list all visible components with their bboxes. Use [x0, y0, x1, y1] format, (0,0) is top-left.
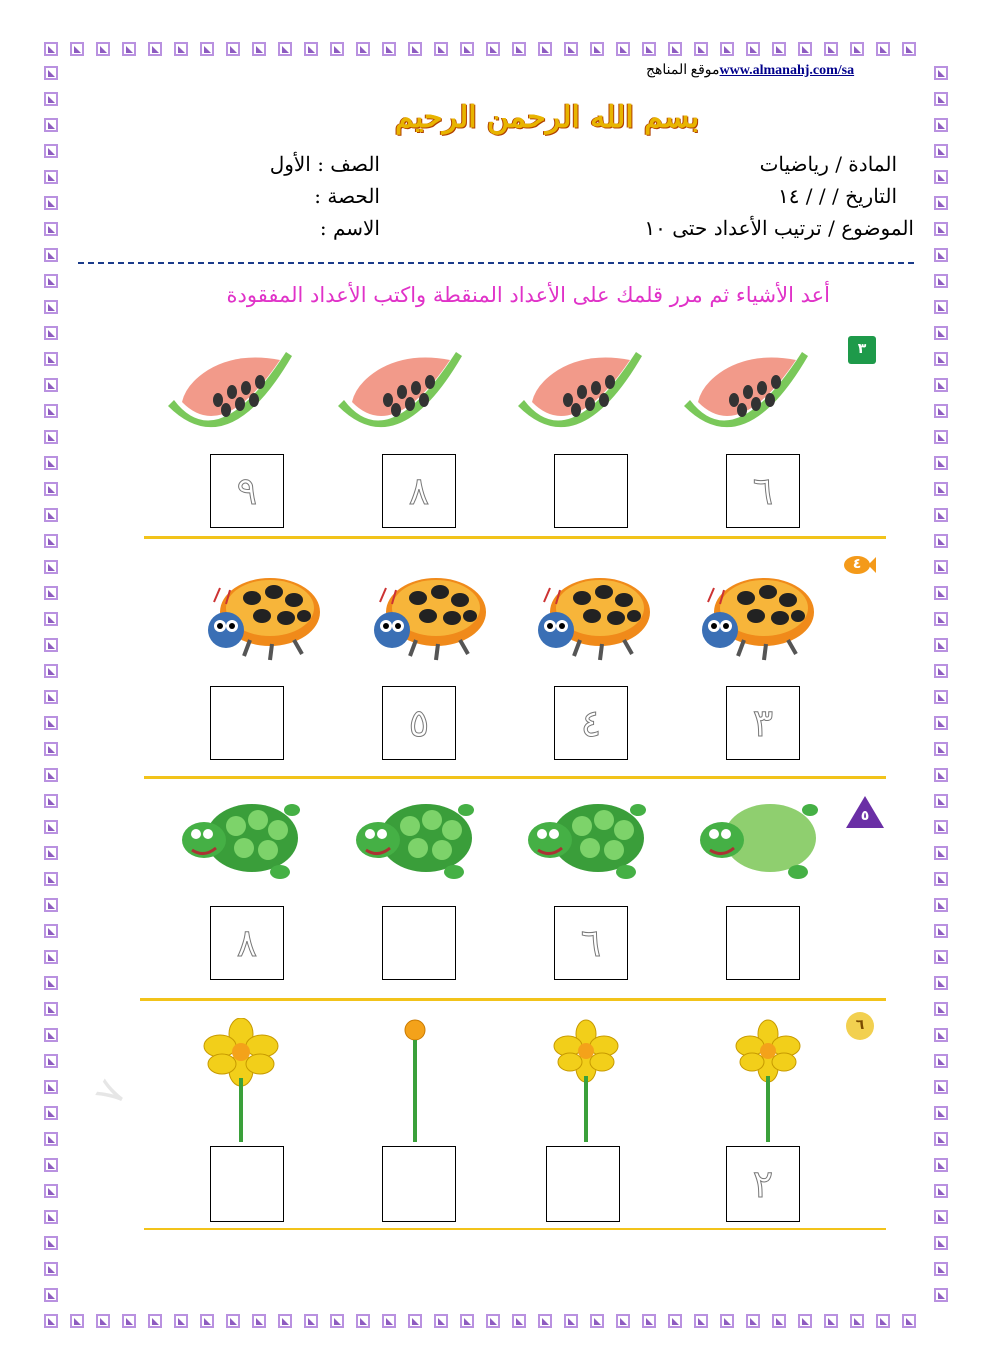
frame-square: [934, 1210, 948, 1224]
turtle-icon: [354, 794, 478, 884]
frame-square: [44, 170, 58, 184]
answer-box[interactable]: ٩: [210, 454, 284, 528]
row-4-badge: ٦: [846, 1012, 874, 1040]
frame-square: [44, 560, 58, 574]
frame-square: [44, 1184, 58, 1198]
frame-square: [174, 1314, 188, 1328]
frame-square: [512, 42, 526, 56]
frame-square: [174, 42, 188, 56]
frame-square: [44, 1002, 58, 1016]
instruction-text: أعد الأشياء ثم مرر قلمك على الأعداد المنقطة واكتب الأعداد المفقودة: [226, 283, 830, 307]
frame-square: [252, 42, 266, 56]
frame-square: [746, 42, 760, 56]
row-2-badge: ٤: [842, 552, 876, 578]
frame-square: [934, 976, 948, 990]
frame-square: [590, 42, 604, 56]
turtle-icon: [180, 794, 304, 884]
frame-square: [70, 42, 84, 56]
frame-square: [934, 716, 948, 730]
watermelon-icon: [518, 348, 646, 444]
frame-square: [934, 638, 948, 652]
frame-square: [44, 352, 58, 366]
frame-square: [668, 42, 682, 56]
frame-square: [44, 664, 58, 678]
flower-icon: [196, 1018, 286, 1144]
frame-square: [226, 1314, 240, 1328]
frame-square: [278, 1314, 292, 1328]
row-1-badge: ٣: [848, 336, 876, 364]
frame-square: [642, 42, 656, 56]
frame-square: [934, 612, 948, 626]
frame-square: [44, 1210, 58, 1224]
frame-square: [44, 144, 58, 158]
frame-square: [434, 42, 448, 56]
frame-square: [44, 1028, 58, 1042]
frame-square: [934, 534, 948, 548]
frame-square: [44, 456, 58, 470]
frame-square: [934, 300, 948, 314]
frame-square: [44, 1158, 58, 1172]
subject-label: المادة / رياضيات: [759, 152, 897, 176]
row-separator: [144, 536, 886, 539]
frame-square: [44, 1132, 58, 1146]
frame-square: [408, 1314, 422, 1328]
frame-square: [934, 924, 948, 938]
frame-top: [44, 42, 928, 56]
frame-square: [356, 42, 370, 56]
frame-square: [70, 1314, 84, 1328]
frame-square: [44, 820, 58, 834]
answer-box[interactable]: [382, 1146, 456, 1222]
frame-square: [934, 352, 948, 366]
frame-square: [934, 482, 948, 496]
frame-left: [44, 66, 58, 1314]
frame-square: [934, 1236, 948, 1250]
frame-square: [772, 42, 786, 56]
frame-square: [200, 42, 214, 56]
frame-square: [934, 326, 948, 340]
frame-square: [616, 42, 630, 56]
frame-square: [460, 1314, 474, 1328]
topic-label: الموضوع / ترتيب الأعداد حتى ١٠: [644, 216, 914, 240]
frame-square: [44, 222, 58, 236]
frame-square: [824, 1314, 838, 1328]
frame-square: [934, 820, 948, 834]
frame-square: [850, 42, 864, 56]
answer-box[interactable]: [554, 454, 628, 528]
frame-square: [694, 42, 708, 56]
flower-icon: [728, 1018, 808, 1144]
frame-square: [934, 222, 948, 236]
frame-square: [934, 1080, 948, 1094]
frame-square: [122, 1314, 136, 1328]
frame-square: [44, 716, 58, 730]
name-label: الاسم :: [319, 216, 380, 240]
frame-square: [934, 1158, 948, 1172]
grade-label: الصف : الأول: [269, 152, 380, 176]
row-3-badge: ٥: [844, 794, 886, 830]
frame-square: [382, 1314, 396, 1328]
frame-square: [934, 950, 948, 964]
frame-square: [330, 42, 344, 56]
frame-square: [44, 690, 58, 704]
frame-square: [330, 1314, 344, 1328]
row-separator: [144, 1228, 886, 1230]
dashed-divider: [78, 262, 914, 264]
frame-square: [934, 1054, 948, 1068]
frame-square: [148, 42, 162, 56]
site-name: موقع المناهج: [646, 63, 720, 78]
frame-square: [934, 846, 948, 860]
site-url[interactable]: www.almanahj.com/sa: [719, 63, 855, 78]
date-label: التاريخ / / / ١٤: [777, 184, 897, 208]
frame-square: [44, 482, 58, 496]
turtle-icon: [526, 794, 650, 884]
frame-square: [934, 560, 948, 574]
frame-square: [148, 1314, 162, 1328]
frame-square: [44, 274, 58, 288]
frame-square: [934, 144, 948, 158]
ladybug-icon: [530, 568, 654, 664]
frame-square: [44, 742, 58, 756]
ladybug-icon: [200, 568, 324, 664]
frame-square: [616, 1314, 630, 1328]
frame-square: [486, 42, 500, 56]
frame-square: [44, 248, 58, 262]
frame-square: [44, 872, 58, 886]
frame-square: [44, 42, 58, 56]
frame-square: [44, 1080, 58, 1094]
frame-square: [44, 1054, 58, 1068]
frame-square: [44, 404, 58, 418]
frame-square: [934, 66, 948, 80]
watermelon-icon: [684, 348, 812, 444]
frame-square: [934, 1184, 948, 1198]
frame-square: [934, 1002, 948, 1016]
frame-square: [798, 1314, 812, 1328]
frame-square: [934, 872, 948, 886]
frame-square: [934, 742, 948, 756]
frame-square: [902, 42, 916, 56]
answer-box[interactable]: [382, 906, 456, 980]
frame-square: [934, 92, 948, 106]
frame-square: [44, 976, 58, 990]
frame-bottom: [44, 1314, 928, 1328]
frame-square: [934, 378, 948, 392]
flower-stem-icon: [390, 1018, 440, 1144]
frame-square: [44, 638, 58, 652]
frame-square: [408, 42, 422, 56]
row-separator: [144, 776, 886, 779]
frame-square: [44, 612, 58, 626]
frame-square: [356, 1314, 370, 1328]
frame-square: [934, 1288, 948, 1302]
answer-box[interactable]: [210, 686, 284, 760]
frame-square: [44, 508, 58, 522]
frame-square: [44, 924, 58, 938]
ladybug-icon: [366, 568, 490, 664]
frame-square: [720, 1314, 734, 1328]
frame-square: [934, 196, 948, 210]
frame-square: [934, 768, 948, 782]
frame-square: [44, 1106, 58, 1120]
frame-square: [934, 1132, 948, 1146]
frame-square: [934, 1262, 948, 1276]
frame-square: [694, 1314, 708, 1328]
frame-square: [304, 1314, 318, 1328]
frame-square: [876, 1314, 890, 1328]
frame-square: [902, 1314, 916, 1328]
frame-square: [720, 42, 734, 56]
flower-icon: [546, 1018, 626, 1144]
answer-box[interactable]: ٢: [726, 1146, 800, 1222]
frame-square: [96, 1314, 110, 1328]
frame-square: [538, 1314, 552, 1328]
turtle-plain-icon: [698, 794, 822, 884]
frame-square: [44, 1314, 58, 1328]
frame-square: [278, 42, 292, 56]
frame-square: [772, 1314, 786, 1328]
watermark: ٧: [85, 1072, 137, 1114]
frame-square: [876, 42, 890, 56]
frame-square: [668, 1314, 682, 1328]
frame-square: [934, 274, 948, 288]
frame-square: [934, 898, 948, 912]
frame-square: [486, 1314, 500, 1328]
frame-square: [44, 534, 58, 548]
frame-square: [200, 1314, 214, 1328]
frame-square: [460, 42, 474, 56]
answer-box[interactable]: [726, 906, 800, 980]
frame-square: [934, 794, 948, 808]
frame-square: [590, 1314, 604, 1328]
frame-square: [934, 430, 948, 444]
frame-square: [122, 42, 136, 56]
answer-box[interactable]: ٨: [210, 906, 284, 980]
frame-square: [824, 42, 838, 56]
frame-square: [44, 378, 58, 392]
answer-box[interactable]: ٣: [726, 686, 800, 760]
frame-square: [564, 42, 578, 56]
frame-square: [934, 664, 948, 678]
frame-square: [850, 1314, 864, 1328]
site-link[interactable]: [646, 62, 854, 79]
answer-box[interactable]: ٥: [382, 686, 456, 760]
frame-square: [44, 898, 58, 912]
period-label: الحصة :: [314, 184, 380, 208]
frame-square: [44, 586, 58, 600]
answer-box[interactable]: ٦: [554, 906, 628, 980]
frame-square: [44, 430, 58, 444]
frame-square: [642, 1314, 656, 1328]
frame-square: [934, 1106, 948, 1120]
basmala: بسم الله الرحمن الرحيم: [395, 100, 700, 135]
frame-square: [226, 42, 240, 56]
frame-square: [44, 1236, 58, 1250]
frame-square: [44, 1288, 58, 1302]
ladybug-icon: [694, 568, 818, 664]
answer-box[interactable]: [210, 1146, 284, 1222]
frame-square: [44, 326, 58, 340]
frame-square: [512, 1314, 526, 1328]
frame-square: [44, 300, 58, 314]
frame-square: [96, 42, 110, 56]
frame-square: [538, 42, 552, 56]
frame-right: [934, 66, 948, 1314]
frame-square: [798, 42, 812, 56]
frame-square: [934, 1028, 948, 1042]
frame-square: [44, 92, 58, 106]
row-separator: [140, 998, 886, 1001]
answer-box[interactable]: ٨: [382, 454, 456, 528]
frame-square: [934, 456, 948, 470]
frame-square: [934, 690, 948, 704]
frame-square: [44, 66, 58, 80]
frame-square: [44, 950, 58, 964]
frame-square: [564, 1314, 578, 1328]
frame-square: [44, 196, 58, 210]
frame-square: [44, 794, 58, 808]
frame-square: [934, 118, 948, 132]
frame-square: [44, 846, 58, 860]
frame-square: [934, 508, 948, 522]
answer-box[interactable]: ٤: [554, 686, 628, 760]
frame-square: [44, 768, 58, 782]
frame-square: [746, 1314, 760, 1328]
frame-square: [934, 404, 948, 418]
frame-square: [934, 170, 948, 184]
frame-square: [304, 42, 318, 56]
frame-square: [252, 1314, 266, 1328]
watermelon-icon: [338, 348, 466, 444]
frame-square: [434, 1314, 448, 1328]
frame-square: [44, 1262, 58, 1276]
watermelon-icon: [168, 348, 296, 444]
answer-box[interactable]: [546, 1146, 620, 1222]
answer-box[interactable]: ٦: [726, 454, 800, 528]
frame-square: [382, 42, 396, 56]
frame-square: [934, 586, 948, 600]
frame-square: [934, 248, 948, 262]
frame-square: [44, 118, 58, 132]
